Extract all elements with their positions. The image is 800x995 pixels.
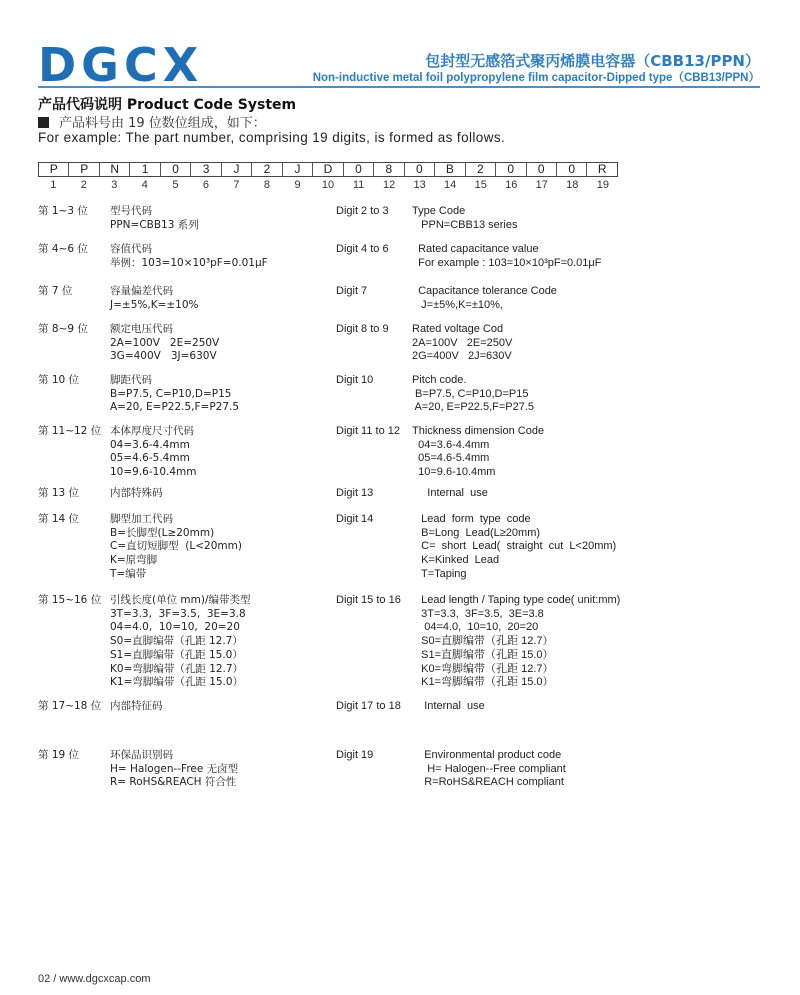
en-description (412, 243, 601, 270)
cn-description-line: 脚型加工代码 (110, 513, 173, 525)
code-char-cell: 0 (405, 163, 435, 176)
code-char-cell: 0 (527, 163, 557, 176)
digit-index: 10 (321, 179, 335, 191)
en-description-line: Capacitance tolerance Code (412, 285, 557, 297)
en-description-line: 04=3.6-4.4mm (412, 438, 490, 451)
en-digit-label: Digit 14 (336, 513, 374, 525)
digit-index: 11 (352, 179, 365, 191)
digit-index: 16 (505, 179, 518, 191)
digit-index: 7 (233, 179, 240, 191)
cn-digit-label: 第 17~18 位 (38, 700, 102, 712)
en-digit-label: Digit 8 to 9 (336, 323, 389, 335)
en-digit-label: Digit 10 (336, 374, 374, 386)
en-description (412, 374, 534, 415)
code-char-cell: 1 (130, 163, 160, 176)
code-char-cell: 3 (191, 163, 221, 176)
en-description-line: 2A=100V 2E=250V (412, 336, 513, 349)
digit-index: 15 (474, 179, 487, 191)
cn-digit-label: 第 7 位 (38, 285, 73, 297)
cn-description-line: S0=直脚编带（孔距 12.7） (110, 635, 243, 648)
cn-description (110, 513, 242, 582)
cn-description-line: 举例：103=10×10³pF=0.01μF (110, 256, 268, 269)
en-description-line: K=Kinked Lead (412, 554, 500, 567)
code-char-cell: B (435, 163, 465, 176)
en-description-line: Rated capacitance value (412, 243, 539, 255)
digit-index: 17 (535, 179, 548, 191)
header-title-en: Non-inductive metal foil polypropylene film capacitor-Dipped type（CBB13/PPN） (312, 72, 760, 84)
code-char-cell: 8 (374, 163, 404, 176)
cn-description-line: 环保品识别码 (110, 749, 173, 761)
cn-description-line: B=长脚型(L≥20mm) (110, 526, 215, 539)
en-description-line: Lead form type code (412, 513, 531, 525)
cn-digit-label: 第 13 位 (38, 487, 80, 499)
en-description-line: For example : 103=10×10³pF=0.01μF (412, 256, 602, 269)
cn-description (110, 487, 163, 501)
part-number-code-box (38, 162, 618, 177)
cn-digit-label: 第 1~3 位 (38, 205, 88, 217)
en-digit-label: Digit 7 (336, 285, 368, 297)
en-description-line: J=±5%,K=±10%, (412, 298, 503, 311)
cn-description-line: PPN=CBB13 系列 (110, 218, 199, 231)
cn-description-line: 10=9.6-10.4mm (110, 466, 197, 479)
cn-description (110, 205, 199, 232)
cn-description-line: 3G=400V 3J=630V (110, 350, 217, 363)
code-char-cell: 0 (557, 163, 587, 176)
en-description-line: Lead length / Taping type code( unit:mm) (412, 594, 621, 606)
en-description-line: S1=直脚编带（孔距 15.0） (412, 648, 554, 661)
en-description-line: R=RoHS&REACH compliant (412, 776, 564, 789)
en-description (412, 749, 566, 790)
cn-description-line: 型号代码 (110, 205, 152, 217)
cn-description-line: 脚距代码 (110, 374, 152, 386)
page-footer: 02 / www.dgcxcap.com (38, 973, 151, 985)
en-description-line: K1=弯脚编带（孔距 15.0） (412, 676, 554, 689)
cn-description-line: 05=4.6-5.4mm (110, 452, 190, 465)
en-description-line: C= short Lead( straight cut L<20mm) (412, 540, 617, 553)
cn-description (110, 243, 268, 270)
en-description-line: A=20, E=P22.5,F=P27.5 (412, 401, 535, 414)
en-description-line: B=P7.5, C=P10,D=P15 (412, 387, 529, 400)
cn-description (110, 425, 196, 480)
cn-digit-label: 第 19 位 (38, 749, 80, 761)
digit-index: 12 (382, 179, 396, 191)
cn-description-line: C=直切短脚型 (L<20mm) (110, 540, 242, 553)
code-char-cell: P (39, 163, 69, 176)
en-description-line: Type Code (412, 205, 466, 217)
cn-description-line: B=P7.5, C=P10,D=P15 (110, 387, 232, 400)
digit-index: 1 (50, 179, 57, 191)
digit-index: 13 (413, 179, 426, 191)
code-char-cell: J (222, 163, 252, 176)
cn-description-line: J=±5%,K=±10% (110, 298, 199, 311)
cn-description (110, 700, 163, 714)
brand-logo: DGCX (38, 38, 204, 92)
en-description-line: H= Halogen--Free compliant (412, 762, 566, 775)
en-digit-label: Digit 15 to 16 (336, 594, 401, 606)
cn-digit-label: 第 10 位 (38, 374, 80, 386)
cn-description-line: 引线长度(单位 mm)/编带类型 (110, 594, 251, 606)
en-description-line: 05=4.6-5.4mm (412, 452, 490, 465)
intro-en: For example: The part number, comprising 19 digits, is formed as follows. (38, 130, 506, 145)
cn-description (110, 323, 219, 364)
cn-description-line: 04=3.6-4.4mm (110, 438, 190, 451)
cn-description-line: T=编带 (110, 567, 147, 580)
cn-description-line: 额定电压代码 (110, 323, 173, 335)
en-description (412, 425, 544, 480)
digit-index: 6 (202, 179, 209, 191)
en-digit-label: Digit 11 to 12 (336, 425, 401, 437)
cn-description-line: S1=直脚编带（孔距 15.0） (110, 648, 243, 661)
code-char-cell: 2 (466, 163, 496, 176)
en-description (412, 700, 485, 714)
en-description (412, 513, 616, 582)
en-digit-label: Digit 13 (336, 487, 374, 499)
en-description-line: T=Taping (412, 567, 467, 580)
code-char-cell: P (69, 163, 99, 176)
cn-description-line: 容量偏差代码 (110, 285, 173, 297)
code-char-cell: N (100, 163, 130, 176)
digit-index: 14 (444, 179, 457, 191)
cn-description-line: K=原弯脚 (110, 554, 158, 567)
en-description (412, 323, 512, 364)
cn-description-line: H= Halogen--Free 无卤型 (110, 762, 239, 775)
cn-description-line: K0=弯脚编带（孔距 12.7） (110, 662, 244, 675)
square-bullet-icon (38, 117, 49, 128)
en-description-line: PPN=CBB13 series (412, 218, 518, 231)
section-title: 产品代码说明 Product Code System (38, 97, 297, 113)
en-description (412, 285, 557, 312)
en-description-line: Internal use (412, 487, 488, 499)
en-description-line: Rated voltage Cod (412, 323, 504, 335)
en-description-line: 3T=3.3, 3F=3.5, 3E=3.8 (412, 607, 544, 620)
digit-index: 18 (566, 179, 579, 191)
intro-cn (38, 112, 266, 131)
cn-description-line: 2A=100V 2E=250V (110, 336, 220, 349)
cn-digit-label: 第 11~12 位 (38, 425, 102, 437)
code-char-cell: 0 (344, 163, 374, 176)
en-description (412, 205, 517, 232)
en-description-line: Environmental product code (412, 749, 562, 761)
cn-description (110, 374, 239, 415)
cn-digit-label: 第 14 位 (38, 513, 80, 525)
en-digit-label: Digit 2 to 3 (336, 205, 389, 217)
cn-description-line: K1=弯脚编带（孔距 15.0） (110, 676, 244, 689)
code-char-cell: J (283, 163, 313, 176)
en-digit-label: Digit 17 to 18 (336, 700, 401, 712)
en-description-line: 2G=400V 2J=630V (412, 350, 512, 363)
cn-description-line: 本体厚度尺寸代码 (110, 425, 194, 437)
en-description-line: Thickness dimension Code (412, 425, 545, 437)
code-char-cell: 0 (161, 163, 191, 176)
cn-digit-label: 第 8~9 位 (38, 323, 88, 335)
cn-description-line: R= RoHS&REACH 符合性 (110, 776, 237, 789)
en-digit-label: Digit 19 (336, 749, 374, 761)
en-description-line: 10=9.6-10.4mm (412, 466, 496, 479)
digit-index: 8 (263, 179, 271, 191)
en-description-line: B=Long Lead(L≥20mm) (412, 526, 541, 539)
en-description-line: 04=4.0, 10=10, 20=20 (412, 621, 539, 634)
en-description-line: S0=直脚编带（孔距 12.7） (412, 635, 554, 648)
en-description (412, 594, 620, 690)
digit-index: 3 (111, 179, 118, 191)
en-description (412, 487, 488, 501)
cn-description (110, 285, 199, 312)
cn-digit-label: 第 4~6 位 (38, 243, 88, 255)
header-title-cn: 包封型无感箔式聚丙烯膜电容器（CBB13/PPN） (425, 52, 760, 70)
cn-description (110, 594, 251, 690)
digit-index-row (38, 179, 618, 191)
en-description-line: Internal use (412, 700, 485, 712)
cn-description-line: 内部特征码 (110, 700, 163, 712)
cn-description-line: 3T=3.3, 3F=3.5, 3E=3.8 (110, 607, 246, 620)
header-divider (38, 86, 760, 88)
code-char-cell: R (597, 162, 607, 176)
code-char-cell: 2 (252, 163, 282, 176)
intro-cn-text: 产品料号由 19 位数位组成，如下： (59, 116, 266, 131)
digit-index: 4 (141, 179, 148, 191)
en-description-line: Pitch code. (412, 374, 467, 386)
digit-index: 2 (80, 179, 87, 191)
cn-description-line: 内部特殊码 (110, 487, 163, 499)
cn-description (110, 749, 238, 790)
digit-index: 9 (294, 179, 301, 191)
en-description-line: K0=弯脚编带（孔距 12.7） (412, 662, 554, 675)
cn-description-line: 04=4.0, 10=10, 20=20 (110, 621, 240, 634)
digit-index: 19 (596, 179, 609, 191)
digit-index: 5 (172, 179, 179, 191)
cn-description-line: 容值代码 (110, 243, 152, 255)
cn-digit-label: 第 15~16 位 (38, 594, 102, 606)
en-digit-label: Digit 4 to 6 (336, 243, 389, 255)
code-char-cell: 0 (496, 163, 526, 176)
cn-description-line: A=20, E=P22.5,F=P27.5 (110, 401, 240, 414)
code-char-cell: D (313, 163, 343, 176)
